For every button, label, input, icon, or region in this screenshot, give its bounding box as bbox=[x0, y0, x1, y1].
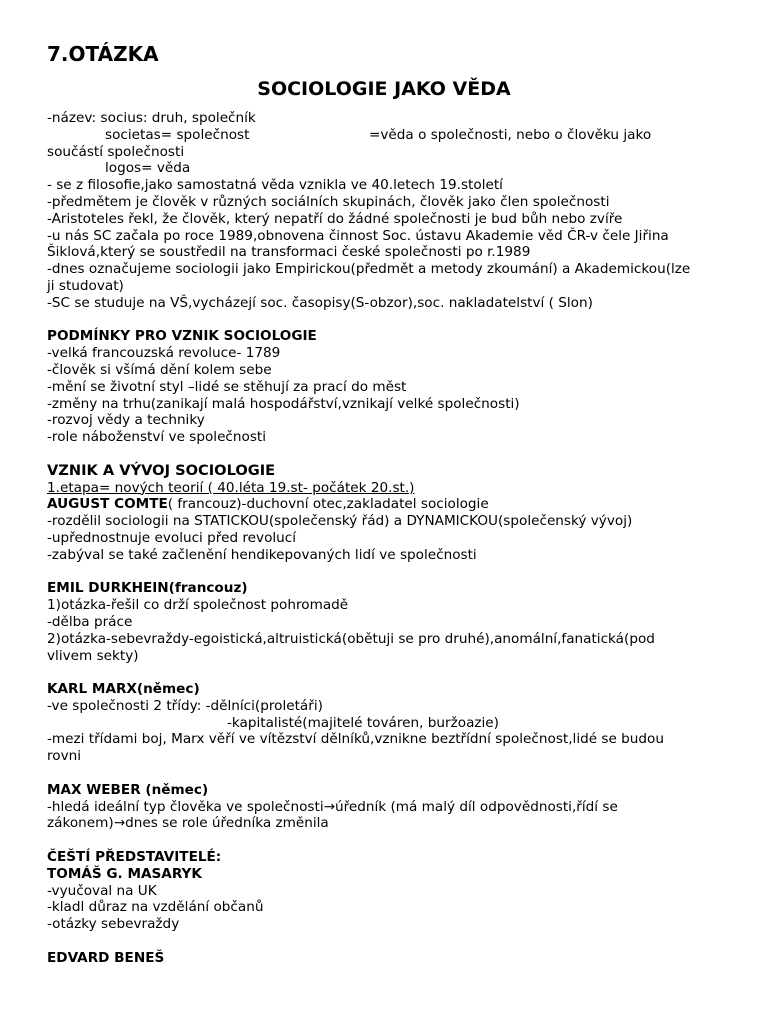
list-item: 2)otázka-sebevraždy-egoistická,altruistická(obětuji se pro druhé),anomální,fanatická(pod bbox=[47, 630, 655, 647]
list-item: -role náboženství ve společnosti bbox=[47, 429, 267, 446]
stage-label: 1.etapa= nových teorií ( 40.léta 19.st- počátek 20.st.) bbox=[47, 479, 415, 496]
intro-line: ji studovat) bbox=[47, 277, 124, 294]
section-heading: MAX WEBER (němec) bbox=[47, 781, 209, 798]
section-heading: PODMÍNKY PRO VZNIK SOCIOLOGIE bbox=[47, 328, 317, 345]
list-item: -kapitalisté(majitelé továren, buržoazie) bbox=[227, 714, 499, 731]
section-heading: KARL MARX(němec) bbox=[47, 681, 200, 698]
list-item: -mění se životní styl –lidé se stěhují za prací do měst bbox=[47, 378, 407, 395]
list-item: -otázky sebevraždy bbox=[47, 916, 180, 933]
intro-line: -dnes označujeme sociologii jako Empirickou(předmět a metody zkoumání) a Akademickou(lze bbox=[47, 261, 691, 278]
question-number: 7.OTÁZKA bbox=[47, 42, 159, 66]
list-item: 1)otázka-řešil co drží společnost pohromadě bbox=[47, 597, 349, 614]
list-item: -upřednostnuje evoluci před revolucí bbox=[47, 529, 297, 546]
section-heading: VZNIK A VÝVOJ SOCIOLOGIE bbox=[47, 461, 276, 479]
list-item: zákonem)→dnes se role úředníka změnila bbox=[47, 815, 329, 832]
list-item: -člověk si všímá dění kolem sebe bbox=[47, 361, 272, 378]
section-heading: EMIL DURKHEIN(francouz) bbox=[47, 580, 248, 597]
list-item: -mezi třídami boj, Marx věří ve vítězství dělníků,vznikne beztřídní společnost,lidé se budou bbox=[47, 731, 664, 748]
intro-line: -název: socius: druh, společník bbox=[47, 110, 256, 126]
person-name: TOMÁŠ G. MASARYK bbox=[47, 865, 202, 882]
intro-line: -předmětem je člověk v různých sociálních skupinách, člověk jako člen společnosti bbox=[47, 193, 610, 210]
intro-line: - se z filosofie,jako samostatná věda vznikla ve 40.letech 19.století bbox=[47, 177, 503, 194]
intro-definition: =věda o společnosti, nebo o člověku jako bbox=[369, 126, 652, 143]
list-item: -změny na trhu(zanikají malá hospodářství,vznikají velké společnosti) bbox=[47, 395, 520, 412]
person-description: ( francouz)-duchovní otec,zakladatel sociologie bbox=[167, 496, 489, 513]
list-item: rovni bbox=[47, 748, 82, 765]
list-item: -dělba práce bbox=[47, 613, 133, 630]
person-name: AUGUST COMTE bbox=[47, 496, 168, 513]
comte-line bbox=[47, 496, 727, 513]
list-item: -vyučoval na UK bbox=[47, 882, 157, 899]
intro-line: -SC se studuje na VŠ,vycházejí soc. časopisy(S-obzor),soc. nakladatelství ( Slon) bbox=[47, 294, 593, 311]
page-title: SOCIOLOGIE JAKO VĚDA bbox=[257, 78, 511, 100]
intro-line: logos= věda bbox=[105, 160, 191, 177]
list-item: -ve společnosti 2 třídy: -dělníci(proletáři) bbox=[47, 697, 323, 714]
list-item: vlivem sekty) bbox=[47, 647, 139, 664]
intro-line: Šiklová,který se soustředil na transformaci české společnosti po r.1989 bbox=[47, 244, 531, 261]
list-item: -kladl důraz na vzdělání občanů bbox=[47, 899, 264, 916]
list-item: -zabýval se také začlenění hendikepovaných lidí ve společnosti bbox=[47, 546, 477, 563]
list-item: -hledá ideální typ člověka ve společnosti→úředník (má malý díl odpovědnosti,řídí se bbox=[47, 798, 618, 815]
intro-line bbox=[47, 127, 727, 144]
document-body bbox=[47, 110, 727, 967]
person-name: EDVARD BENEŠ bbox=[47, 949, 165, 966]
intro-line: -Aristoteles řekl, že člověk, který nepatří do žádné společnosti je bud bůh nebo zvíře bbox=[47, 210, 623, 227]
list-item: -velká francouzská revoluce- 1789 bbox=[47, 345, 281, 362]
list-item: -rozvoj vědy a techniky bbox=[47, 412, 205, 429]
section-heading: ČEŠTÍ PŘEDSTAVITELÉ: bbox=[47, 849, 222, 866]
intro-line: součástí společnosti bbox=[47, 143, 185, 160]
list-item: -rozdělil sociologii na STATICKOU(společenský řád) a DYNAMICKOU(společenský vývoj) bbox=[47, 513, 633, 530]
intro-term: societas= společnost bbox=[105, 126, 250, 143]
stage-line bbox=[47, 480, 727, 497]
intro-line: -u nás SC začala po roce 1989,obnovena činnost Soc. ústavu Akademie věd ČR-v čele Jiřina bbox=[47, 227, 669, 244]
